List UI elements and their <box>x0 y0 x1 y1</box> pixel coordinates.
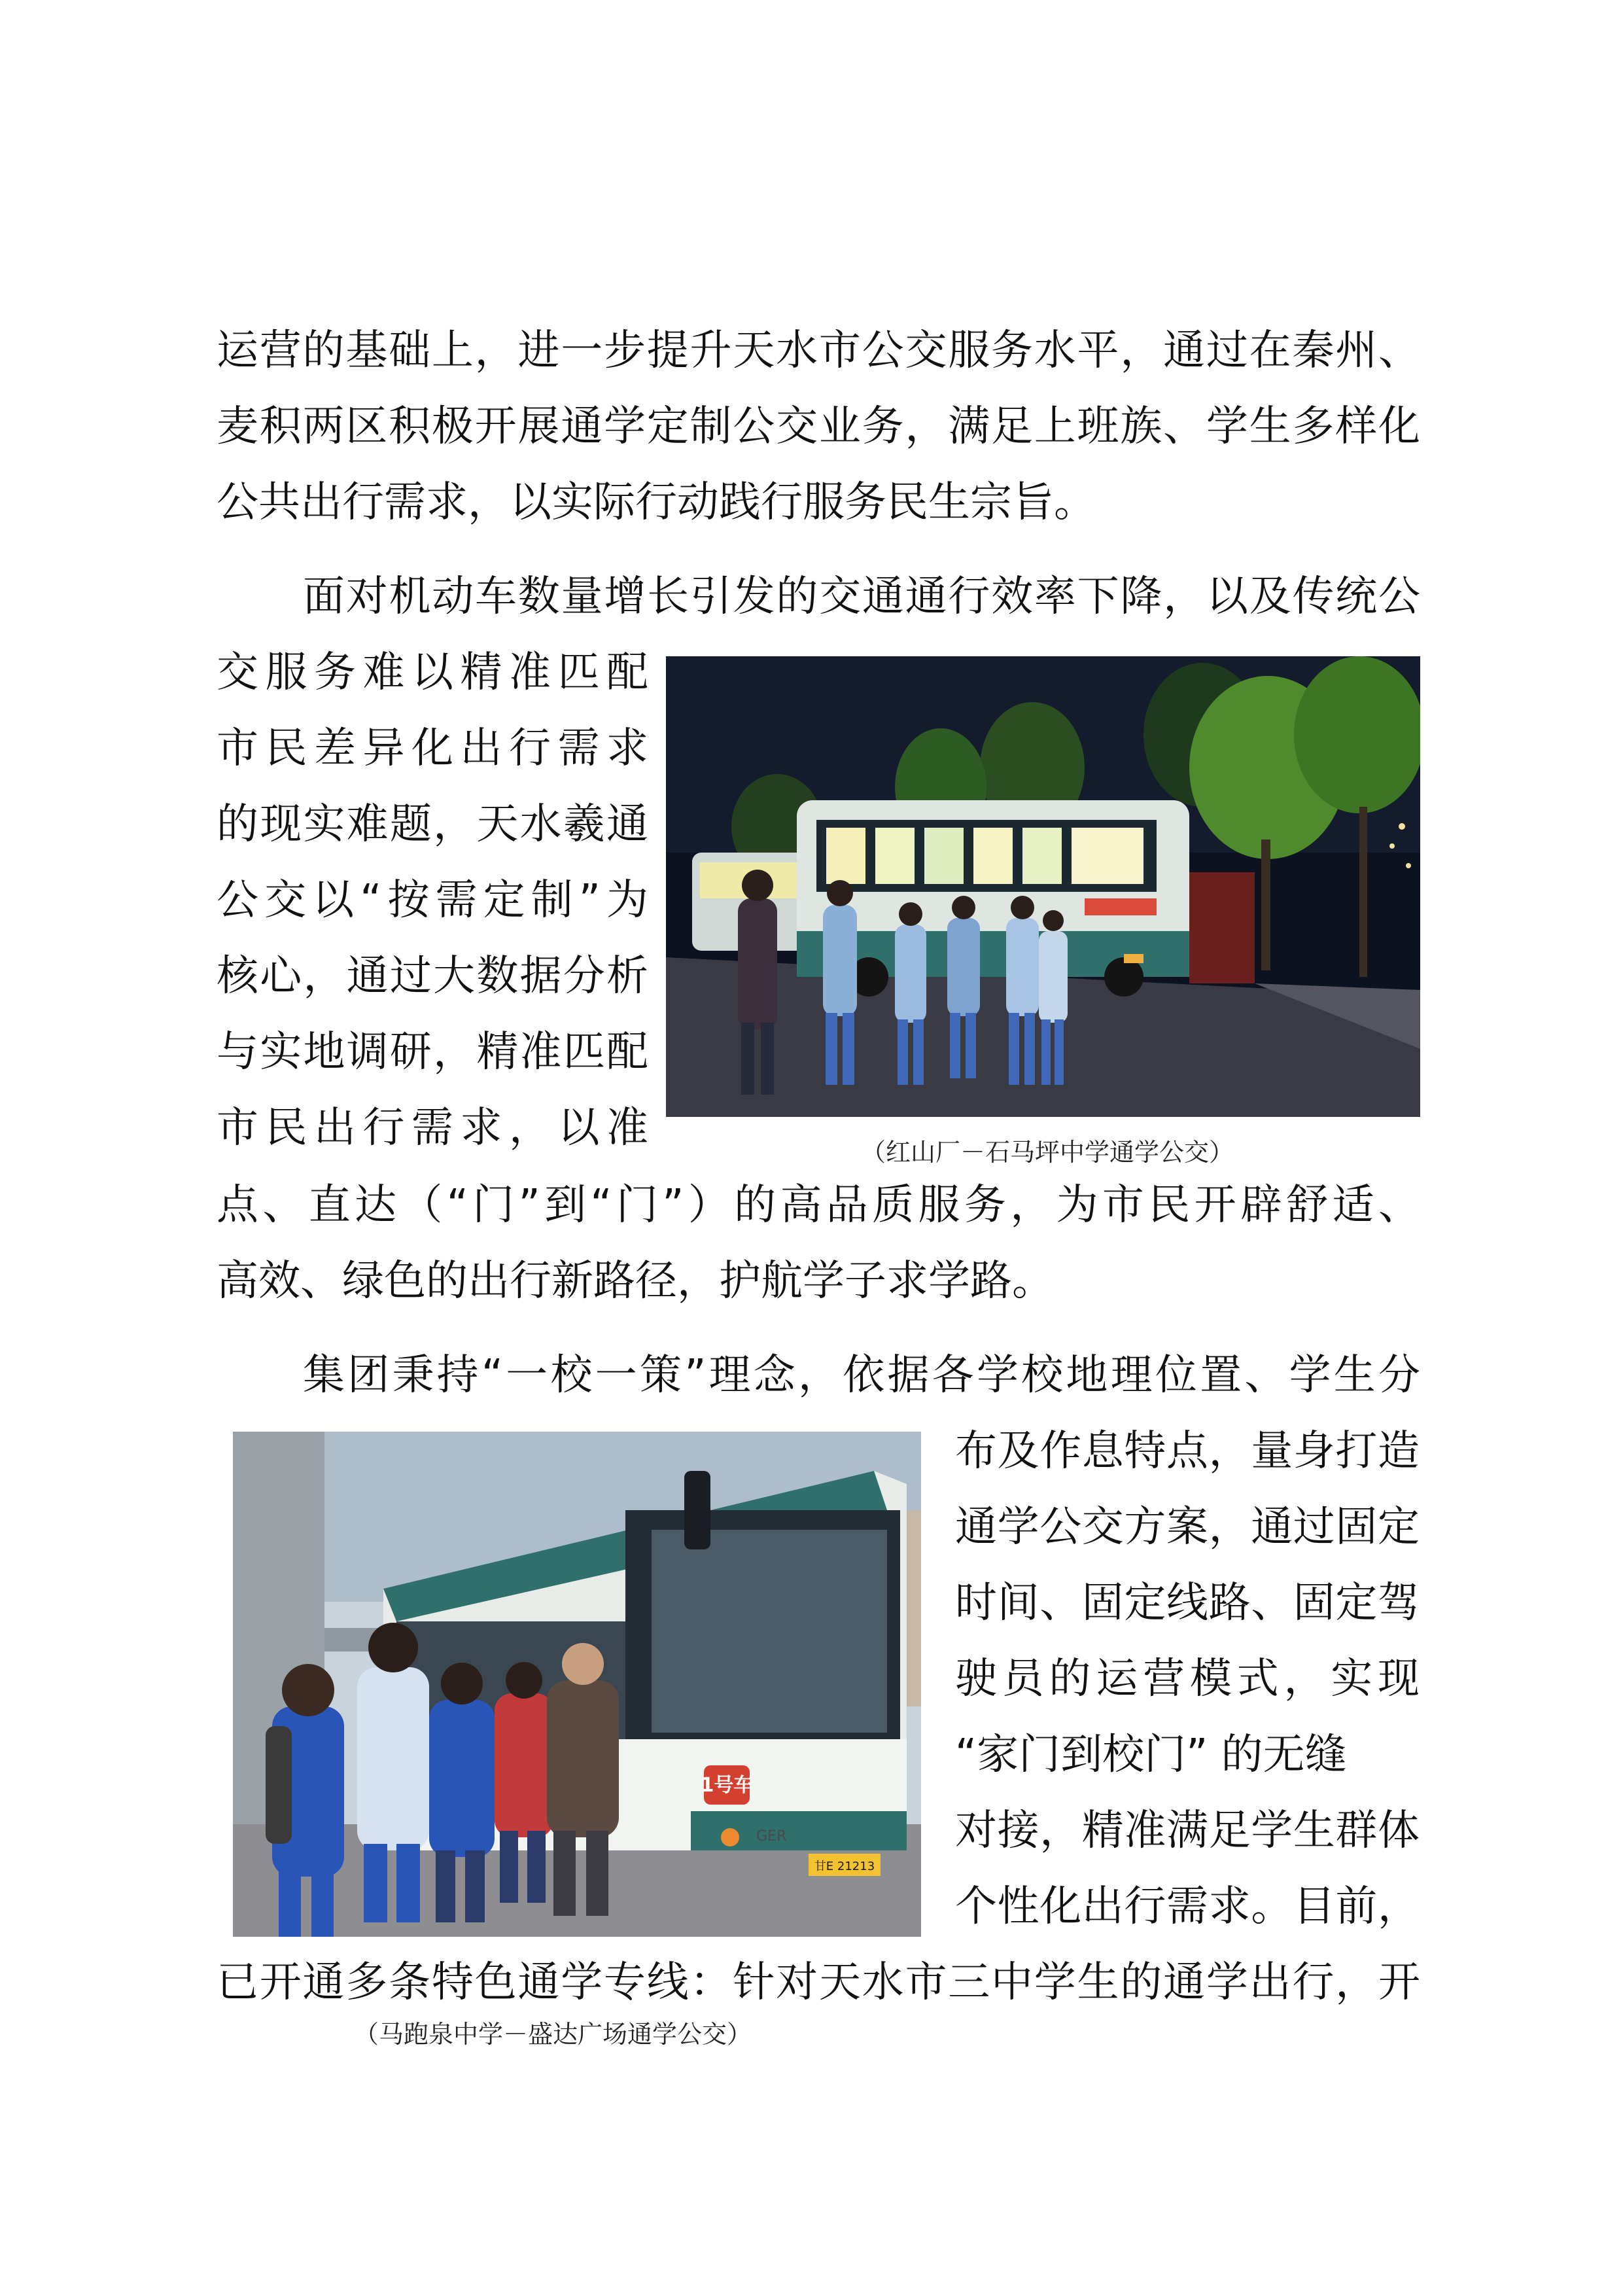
figure1-caption: （红山厂－石马坪中学通学公交） <box>861 1138 1234 1167</box>
bus-plate: 甘E 21213 <box>814 1860 875 1873</box>
bus-route-badge: 1号车 <box>700 1774 754 1797</box>
p3-line-9: 已开通多条特色通学专线：针对天水市三中学生的通学出行，开 <box>217 1958 1420 2007</box>
p2-line-4: 的现实难题，天水羲通 <box>217 800 648 849</box>
p2-line-3: 市民差异化出行需求 <box>217 724 648 773</box>
photo-day-school-bus <box>233 1432 921 1937</box>
p2-line-8: 市民出行需求，以准 <box>217 1104 648 1152</box>
p2-line-6: 核心，通过大数据分析 <box>217 952 648 1000</box>
p3-line-2: 布及作息特点，量身打造 <box>955 1427 1420 1475</box>
p2-line-9: 点、直达（“门”到“门”）的高品质服务，为市民开辟舒适、 <box>217 1181 1420 1229</box>
p3-line-7: 对接，精准满足学生群体 <box>955 1807 1420 1855</box>
figure2-caption: （马跑泉中学－盛达广场通学公交） <box>354 2020 752 2049</box>
bus-brand: GER <box>756 1828 787 1845</box>
p3-line-1: 集团秉持“一校一策”理念，依据各学校地理位置、学生分 <box>303 1351 1420 1400</box>
p3-line-8: 个性化出行需求。目前， <box>955 1882 1420 1931</box>
p1-line-2: 麦积两区积极开展通学定制公交业务，满足上班族、学生多样化 <box>217 402 1420 451</box>
photo-night-school-bus <box>666 656 1420 1117</box>
p1-line-3: 公共出行需求，以实际行动践行服务民生宗旨。 <box>217 478 1096 527</box>
p2-line-10: 高效、绿色的出行新路径，护航学子求学路。 <box>217 1257 1054 1305</box>
p2-line-2: 交服务难以精准匹配 <box>217 648 648 697</box>
p3-line-3: 通学公交方案，通过固定 <box>955 1503 1420 1551</box>
p2-line-1: 面对机动车数量增长引发的交通通行效率下降，以及传统公 <box>303 573 1420 621</box>
p3-line-5: 驶员的运营模式，实现 <box>955 1655 1420 1703</box>
p2-line-5: 公交以“按需定制”为 <box>217 876 648 925</box>
p2-line-7: 与实地调研，精准匹配 <box>217 1028 648 1076</box>
p3-line-6: “家门到校门” 的无缝 <box>955 1731 1347 1779</box>
p1-line-1: 运营的基础上，进一步提升天水市公交服务水平，通过在秦州、 <box>217 327 1420 375</box>
p3-line-4: 时间、固定线路、固定驾 <box>955 1579 1420 1627</box>
